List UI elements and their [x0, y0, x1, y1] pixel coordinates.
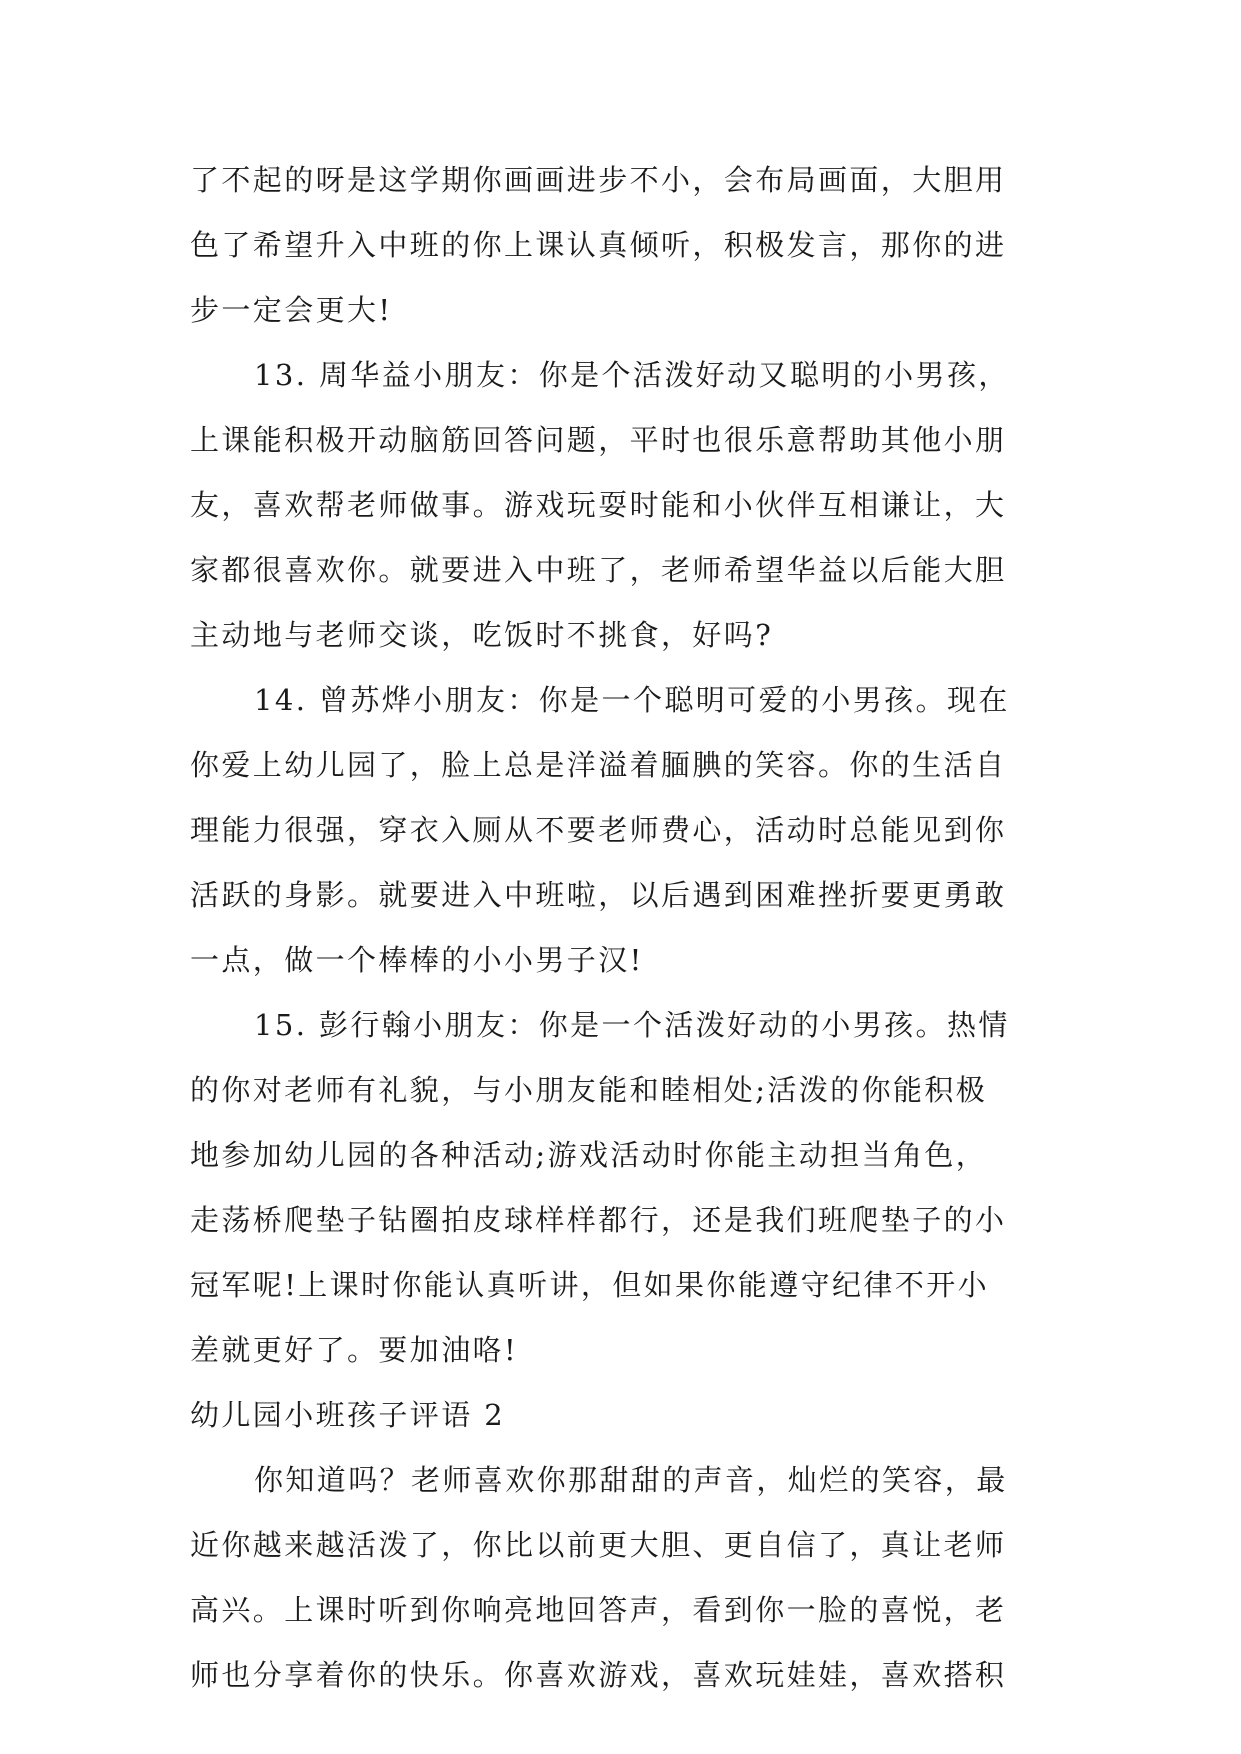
text-line: 差就更好了。要加油咯!: [190, 1333, 519, 1367]
text-line: 师也分享着你的快乐。你喜欢游戏，喜欢玩娃娃，喜欢搭积: [190, 1658, 1007, 1692]
text-line: 上课能积极开动脑筋回答问题，平时也很乐意帮助其他小朋: [190, 423, 1007, 457]
paragraph-15-first-line: 15. 彭行翰小朋友：你是一个活泼好动的小男孩。热情: [254, 1008, 1010, 1042]
paragraph-first-line: 你知道吗？老师喜欢你那甜甜的声音，灿烂的笑容，最: [254, 1463, 1008, 1497]
paragraph-13-first-line: 13. 周华益小朋友：你是个活泼好动又聪明的小男孩，: [254, 358, 1010, 392]
text-line: 友，喜欢帮老师做事。游戏玩耍时能和小伙伴互相谦让，大: [190, 488, 1007, 522]
text-line: 了不起的呀是这学期你画画进步不小，会布局画面，大胆用: [190, 163, 1007, 197]
text-line: 地参加幼儿园的各种活动;游戏活动时你能主动担当角色，: [190, 1138, 988, 1172]
text-line: 活跃的身影。就要进入中班啦，以后遇到困难挫折要更勇敢: [190, 878, 1007, 912]
text-line: 步一定会更大!: [190, 293, 393, 327]
text-line: 家都很喜欢你。就要进入中班了，老师希望华益以后能大胆: [190, 553, 1007, 587]
text-line: 理能力很强，穿衣入厕从不要老师费心，活动时总能见到你: [190, 813, 1007, 847]
text-line: 的你对老师有礼貌，与小朋友能和睦相处;活泼的你能积极: [190, 1073, 988, 1107]
text-line: 主动地与老师交谈，吃饭时不挑食，好吗?: [190, 618, 774, 652]
text-line: 冠军呢!上课时你能认真听讲，但如果你能遵守纪律不开小: [190, 1268, 990, 1302]
text-line: 一点，做一个棒棒的小小男子汉!: [190, 943, 644, 977]
text-line: 色了希望升入中班的你上课认真倾听，积极发言，那你的进: [190, 228, 1007, 262]
section-heading: 幼儿园小班孩子评语 2: [190, 1398, 506, 1432]
text-line: 近你越来越活泼了，你比以前更大胆、更自信了，真让老师: [190, 1528, 1007, 1562]
paragraph-14-first-line: 14. 曾苏烨小朋友：你是一个聪明可爱的小男孩。现在: [254, 683, 1010, 717]
text-line: 走荡桥爬垫子钻圈拍皮球样样都行，还是我们班爬垫子的小: [190, 1203, 1007, 1237]
text-line: 你爱上幼儿园了，脸上总是洋溢着腼腆的笑容。你的生活自: [190, 748, 1007, 782]
text-line: 高兴。上课时听到你响亮地回答声，看到你一脸的喜悦，老: [190, 1593, 1007, 1627]
